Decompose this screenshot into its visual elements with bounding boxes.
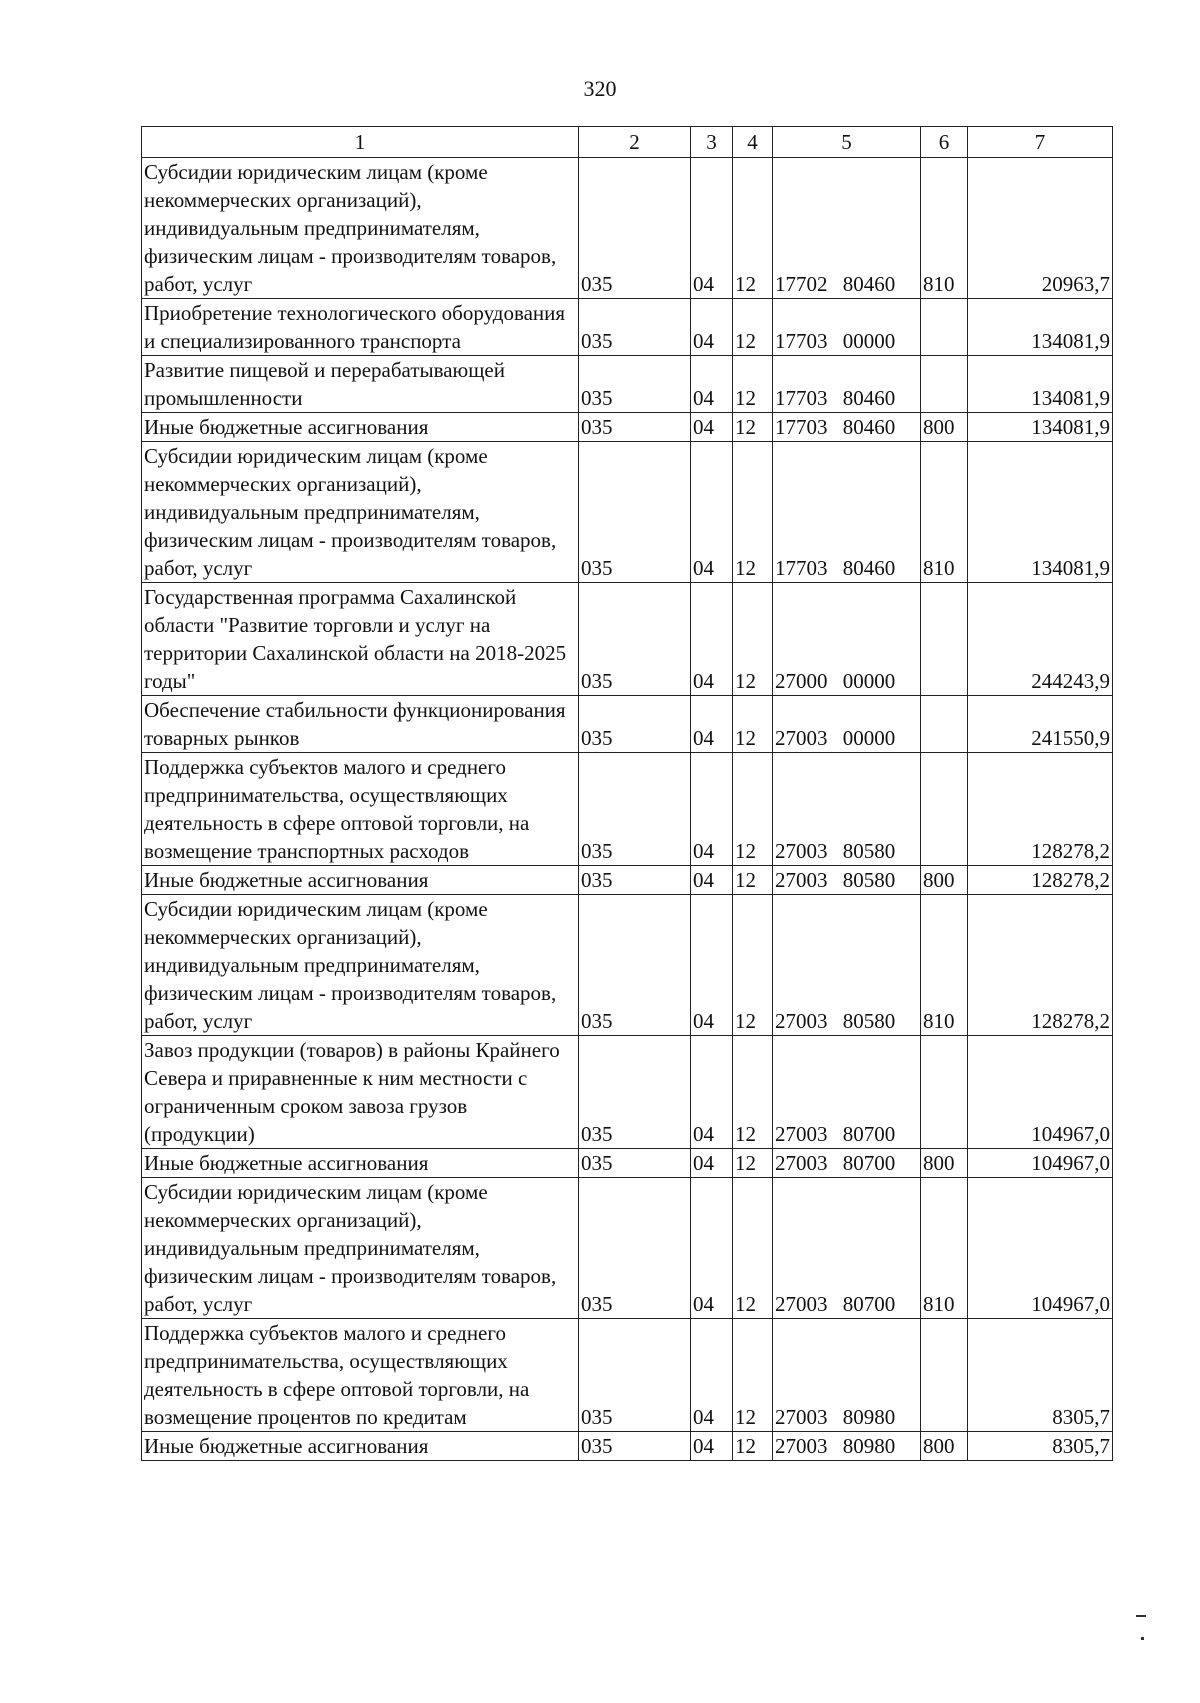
table-row [142, 356, 1113, 413]
row-subsection-cell: 12 [733, 1432, 773, 1461]
row-expense-type-cell [921, 1036, 968, 1149]
row-section-cell: 04 [691, 356, 733, 413]
row-subsection-cell: 12 [733, 696, 773, 753]
margin-dash-mark [1136, 1615, 1146, 1617]
table-row [142, 866, 1113, 895]
row-ministry-cell: 035 [579, 866, 691, 895]
row-subsection-cell: 12 [733, 413, 773, 442]
row-ministry-cell: 035 [579, 413, 691, 442]
row-amount-cell: 134081,9 [968, 442, 1113, 583]
row-name-cell: Обеспечение стабильности функционирования товарных рынков [142, 696, 579, 753]
row-ministry-cell: 035 [579, 696, 691, 753]
row-expense-type-cell [921, 583, 968, 696]
table-row [142, 753, 1113, 866]
row-expense-type-cell: 800 [921, 866, 968, 895]
row-subsection-cell: 12 [733, 753, 773, 866]
row-name-cell: Иные бюджетные ассигнования [142, 413, 579, 442]
table-header-row [142, 127, 1113, 158]
row-ministry-cell: 035 [579, 299, 691, 356]
header-col-6: 6 [921, 127, 968, 158]
row-subsection-cell: 12 [733, 1149, 773, 1178]
row-ministry-cell: 035 [579, 753, 691, 866]
row-expense-type-cell [921, 299, 968, 356]
row-expense-type-cell [921, 696, 968, 753]
row-target-cell: 17703 00000 [773, 299, 921, 356]
row-section-cell: 04 [691, 413, 733, 442]
row-target-cell: 27000 00000 [773, 583, 921, 696]
row-target-cell: 27003 80700 [773, 1149, 921, 1178]
row-section-cell: 04 [691, 583, 733, 696]
margin-dot-mark [1141, 1637, 1144, 1640]
table-row [142, 696, 1113, 753]
row-section-cell: 04 [691, 1178, 733, 1319]
row-amount-cell: 244243,9 [968, 583, 1113, 696]
row-name-cell: Субсидии юридическим лицам (кроме некоммерческих организаций), индивидуальным предпринимателям, физическим лицам - производителям товаров, работ, услуг [142, 1178, 579, 1319]
row-ministry-cell: 035 [579, 356, 691, 413]
table-row [142, 583, 1113, 696]
row-section-cell: 04 [691, 1432, 733, 1461]
row-target-cell: 27003 80580 [773, 866, 921, 895]
row-expense-type-cell [921, 356, 968, 413]
row-name-cell: Иные бюджетные ассигнования [142, 1149, 579, 1178]
row-amount-cell: 8305,7 [968, 1319, 1113, 1432]
page-number: 320 [583, 76, 617, 101]
row-target-cell: 17703 80460 [773, 442, 921, 583]
row-expense-type-cell: 810 [921, 1178, 968, 1319]
row-section-cell: 04 [691, 866, 733, 895]
row-amount-cell: 134081,9 [968, 356, 1113, 413]
row-amount-cell: 241550,9 [968, 696, 1113, 753]
row-ministry-cell: 035 [579, 1036, 691, 1149]
row-amount-cell: 104967,0 [968, 1036, 1113, 1149]
row-section-cell: 04 [691, 299, 733, 356]
row-target-cell: 17703 80460 [773, 413, 921, 442]
row-section-cell: 04 [691, 895, 733, 1036]
row-ministry-cell: 035 [579, 1432, 691, 1461]
row-name-cell: Развитие пищевой и перерабатывающей промышленности [142, 356, 579, 413]
row-expense-type-cell: 810 [921, 442, 968, 583]
row-expense-type-cell: 800 [921, 1149, 968, 1178]
row-section-cell: 04 [691, 1149, 733, 1178]
row-name-cell: Поддержка субъектов малого и среднего предпринимательства, осуществляющих деятельность в сфере оптовой торговли, на возмещение процентов по кредитам [142, 1319, 579, 1432]
row-target-cell: 27003 80580 [773, 895, 921, 1036]
table-row [142, 299, 1113, 356]
row-subsection-cell: 12 [733, 866, 773, 895]
header-col-5: 5 [773, 127, 921, 158]
margin-marks [1136, 1615, 1150, 1640]
row-target-cell: 27003 80980 [773, 1432, 921, 1461]
row-section-cell: 04 [691, 696, 733, 753]
table-row [142, 895, 1113, 1036]
row-ministry-cell: 035 [579, 583, 691, 696]
row-ministry-cell: 035 [579, 1149, 691, 1178]
row-subsection-cell: 12 [733, 895, 773, 1036]
table-row [142, 442, 1113, 583]
header-col-3: 3 [691, 127, 733, 158]
row-ministry-cell: 035 [579, 158, 691, 299]
row-expense-type-cell: 810 [921, 895, 968, 1036]
row-target-cell: 27003 80700 [773, 1036, 921, 1149]
row-target-cell: 27003 00000 [773, 696, 921, 753]
row-subsection-cell: 12 [733, 1036, 773, 1149]
row-target-cell: 17703 80460 [773, 356, 921, 413]
table-row [142, 413, 1113, 442]
row-amount-cell: 134081,9 [968, 299, 1113, 356]
row-subsection-cell: 12 [733, 442, 773, 583]
table-row [142, 1432, 1113, 1461]
header-col-1: 1 [142, 127, 579, 158]
row-target-cell: 27003 80700 [773, 1178, 921, 1319]
row-amount-cell: 104967,0 [968, 1178, 1113, 1319]
row-amount-cell: 20963,7 [968, 158, 1113, 299]
row-target-cell: 27003 80580 [773, 753, 921, 866]
row-target-cell: 27003 80980 [773, 1319, 921, 1432]
row-section-cell: 04 [691, 753, 733, 866]
table-row [142, 1319, 1113, 1432]
table-row [142, 1178, 1113, 1319]
row-amount-cell: 128278,2 [968, 866, 1113, 895]
row-amount-cell: 128278,2 [968, 895, 1113, 1036]
row-expense-type-cell: 800 [921, 1432, 968, 1461]
row-subsection-cell: 12 [733, 1319, 773, 1432]
row-name-cell: Иные бюджетные ассигнования [142, 866, 579, 895]
header-col-4: 4 [733, 127, 773, 158]
row-subsection-cell: 12 [733, 1178, 773, 1319]
row-expense-type-cell: 800 [921, 413, 968, 442]
row-expense-type-cell [921, 753, 968, 866]
row-amount-cell: 134081,9 [968, 413, 1113, 442]
table-row [142, 1036, 1113, 1149]
row-name-cell: Субсидии юридическим лицам (кроме некоммерческих организаций), индивидуальным предпринимателям, физическим лицам - производителям товаров, работ, услуг [142, 158, 579, 299]
row-name-cell: Завоз продукции (товаров) в районы Крайнего Севера и приравненные к ним местности с ограниченным сроком завоза грузов (продукции) [142, 1036, 579, 1149]
row-amount-cell: 104967,0 [968, 1149, 1113, 1178]
row-section-cell: 04 [691, 158, 733, 299]
row-name-cell: Субсидии юридическим лицам (кроме некоммерческих организаций), индивидуальным предпринимателям, физическим лицам - производителям товаров, работ, услуг [142, 442, 579, 583]
header-col-2: 2 [579, 127, 691, 158]
row-name-cell: Приобретение технологического оборудования и специализированного транспорта [142, 299, 579, 356]
table-row [142, 158, 1113, 299]
row-name-cell: Субсидии юридическим лицам (кроме некоммерческих организаций), индивидуальным предпринимателям, физическим лицам - производителям товаров, работ, услуг [142, 895, 579, 1036]
row-name-cell: Государственная программа Сахалинской области "Развитие торговли и услуг на территории Сахалинской области на 2018-2025 годы" [142, 583, 579, 696]
row-name-cell: Иные бюджетные ассигнования [142, 1432, 579, 1461]
row-subsection-cell: 12 [733, 356, 773, 413]
row-section-cell: 04 [691, 1036, 733, 1149]
row-subsection-cell: 12 [733, 583, 773, 696]
row-amount-cell: 8305,7 [968, 1432, 1113, 1461]
row-section-cell: 04 [691, 1319, 733, 1432]
row-ministry-cell: 035 [579, 442, 691, 583]
table-body [142, 158, 1113, 1461]
row-expense-type-cell: 810 [921, 158, 968, 299]
row-section-cell: 04 [691, 442, 733, 583]
row-amount-cell: 128278,2 [968, 753, 1113, 866]
row-name-cell: Поддержка субъектов малого и среднего предпринимательства, осуществляющих деятельность в сфере оптовой торговли, на возмещение транспортных расходов [142, 753, 579, 866]
table-row [142, 1149, 1113, 1178]
row-ministry-cell: 035 [579, 1319, 691, 1432]
row-subsection-cell: 12 [733, 299, 773, 356]
row-expense-type-cell [921, 1319, 968, 1432]
header-col-7: 7 [968, 127, 1113, 158]
row-subsection-cell: 12 [733, 158, 773, 299]
budget-table [141, 126, 1113, 1461]
row-ministry-cell: 035 [579, 1178, 691, 1319]
row-ministry-cell: 035 [579, 895, 691, 1036]
row-target-cell: 17702 80460 [773, 158, 921, 299]
